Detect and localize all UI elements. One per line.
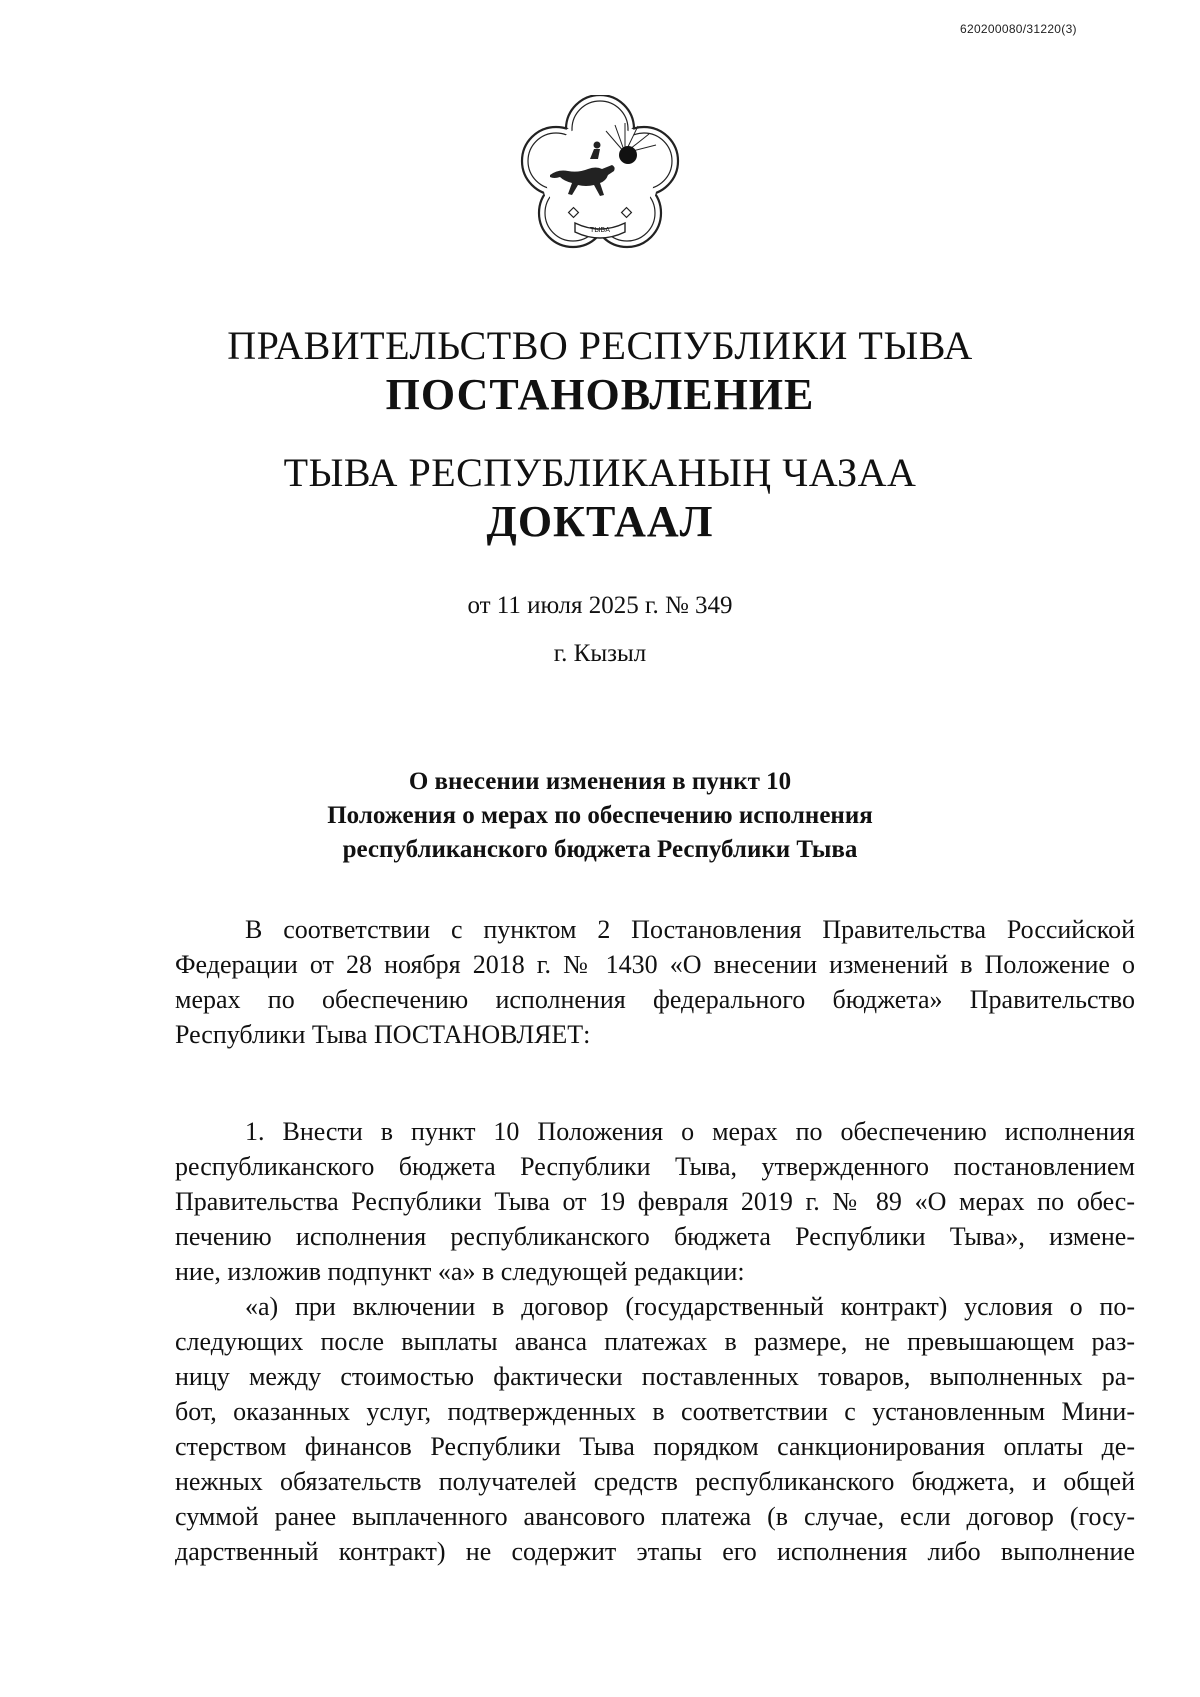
- subject-line: О внесении изменения в пункт 10: [408, 768, 792, 795]
- text-line: бот, оказанных услуг, подтвержденных в соответствии с установленным Мини-: [175, 1397, 1135, 1426]
- text-line: мерах по обеспечению исполнения федерального бюджета» Правительство: [175, 985, 1135, 1014]
- text-line: «а) при включении в договор (государственный контракт) условия о по-: [245, 1292, 1135, 1321]
- clause-1-paragraph: [175, 1114, 1135, 1569]
- government-title-tyv: ТЫВА РЕСПУБЛИКАНЫҢ ЧАЗАА: [283, 450, 917, 495]
- text-line: ние, изложив подпункт «а» в следующей редакции:: [175, 1257, 745, 1286]
- svg-text:ТЫВА: ТЫВА: [589, 226, 611, 234]
- text-line: ницу между стоимостью фактически поставленных товаров, выполненных ра-: [175, 1362, 1135, 1391]
- preamble-paragraph: [175, 912, 1135, 1052]
- text-line: 1. Внести в пункт 10 Положения о мерах по обеспечению исполнения: [245, 1117, 1135, 1146]
- text-line: следующих после выплаты аванса платежах в размере, не превышающем раз-: [175, 1327, 1135, 1356]
- text-line: Правительства Республики Тыва от 19 февраля 2019 г. № 89 «О мерах по обес-: [175, 1187, 1135, 1216]
- text-line: нежных обязательств получателей средств республиканского бюджета, и общей: [175, 1467, 1135, 1496]
- resolution-title-ru: ПОСТАНОВЛЕНИЕ: [385, 370, 815, 419]
- text-line: Республики Тыва ПОСТАНОВЛЯЕТ:: [175, 1020, 591, 1049]
- subject-line: Положения о мерах по обеспечению исполнения: [327, 802, 873, 829]
- document-date-number: от 11 июля 2025 г. № 349: [467, 592, 733, 619]
- resolution-title-tyv: ДОКТААЛ: [486, 497, 714, 546]
- text-line: В соответствии с пунктом 2 Постановления Правительства Российской: [245, 915, 1135, 944]
- document-id: 620200080/31220(3): [960, 22, 1077, 36]
- document-city: г. Кызыл: [553, 640, 647, 667]
- government-title-ru: ПРАВИТЕЛЬСТВО РЕСПУБЛИКИ ТЫВА: [227, 323, 973, 368]
- text-line: Федерации от 28 ноября 2018 г. № 1430 «О внесении изменений в Положение о: [175, 950, 1135, 979]
- subject-line: республиканского бюджета Республики Тыва: [342, 836, 858, 863]
- document-subject: [0, 765, 1200, 867]
- text-line: республиканского бюджета Республики Тыва, утвержденного постановлением: [175, 1152, 1135, 1181]
- text-line: дарственный контракт) не содержит этапы его исполнения либо выполнение: [175, 1537, 1135, 1566]
- text-line: печению исполнения республиканского бюджета Республики Тыва», измене-: [175, 1222, 1135, 1251]
- tyva-coat-of-arms-icon: [520, 95, 680, 255]
- text-line: стерством финансов Республики Тыва порядком санкционирования оплаты де-: [175, 1432, 1135, 1461]
- text-line: суммой ранее выплаченного авансового платежа (в случае, если договор (госу-: [175, 1502, 1135, 1531]
